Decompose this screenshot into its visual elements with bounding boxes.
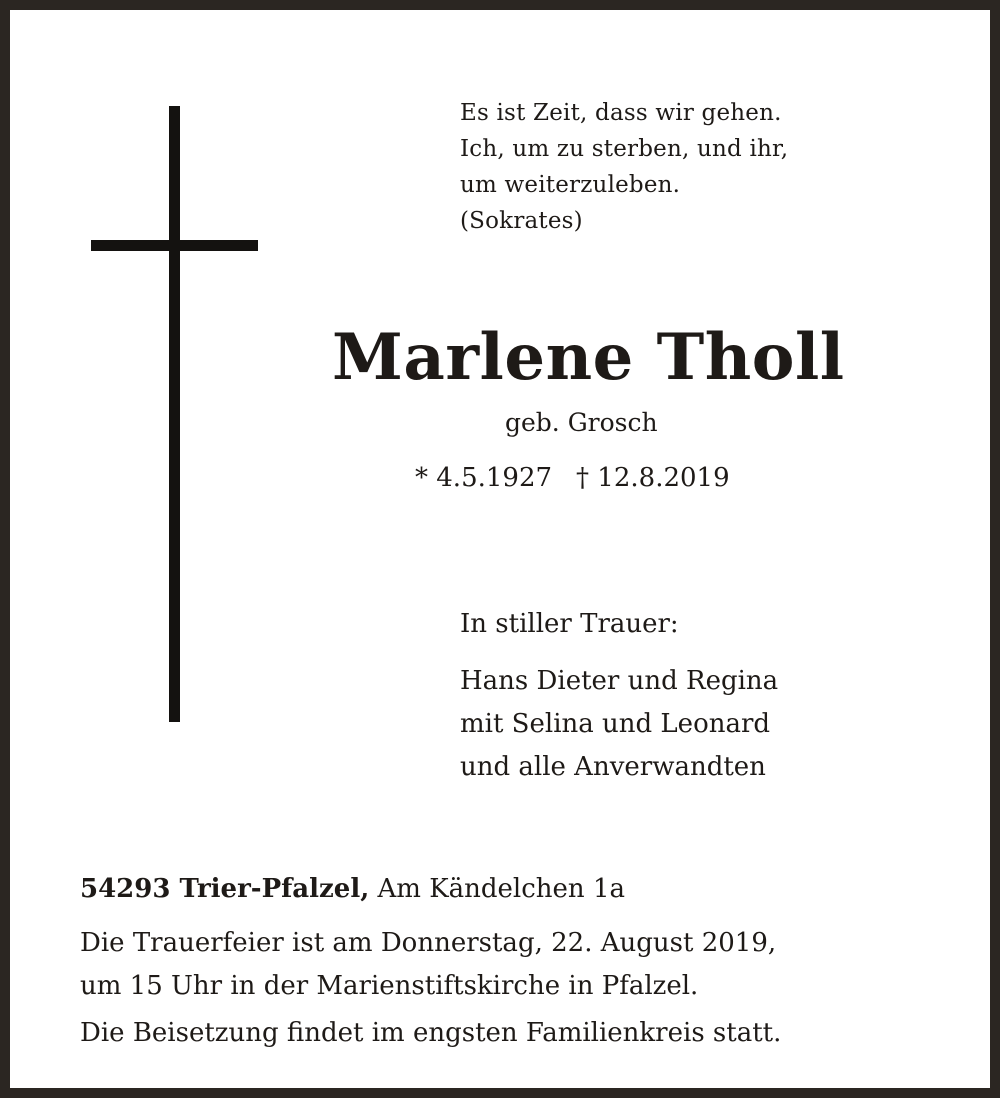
death-date: † 12.8.2019	[576, 463, 730, 493]
mourners-list	[460, 660, 778, 789]
quote-line: um weiterzuleben.	[460, 172, 681, 198]
quote-author: (Sokrates)	[460, 208, 583, 234]
cross-vertical-bar	[169, 106, 180, 722]
maiden-name: geb. Grosch	[505, 408, 658, 437]
quote-block	[460, 95, 788, 239]
service-line: Die Trauerfeier ist am Donnerstag, 22. August 2019,	[80, 928, 777, 958]
deceased-name: Marlene Tholl	[332, 320, 845, 395]
address-line	[80, 868, 625, 910]
quote-line: Ich, um zu sterben, und ihr,	[460, 136, 789, 162]
mourning-heading: In stiller Trauer:	[460, 609, 679, 639]
life-dates	[415, 458, 730, 498]
mourner-line: und alle Anverwandten	[460, 752, 766, 782]
mourner-line: Hans Dieter und Regina	[460, 666, 779, 696]
mourner-line: mit Selina und Leonard	[460, 709, 771, 739]
address-street: Am Kändelchen 1a	[377, 874, 625, 904]
birth-date: * 4.5.1927	[415, 463, 553, 493]
cross-horizontal-bar	[91, 240, 258, 251]
burial-info: Die Beisetzung findet im engsten Familienkreis statt.	[80, 1018, 782, 1048]
funeral-service-info	[80, 922, 776, 1008]
address-place: 54293 Trier-Pfalzel,	[80, 874, 370, 904]
service-line: um 15 Uhr in der Marienstiftskirche in Pfalzel.	[80, 971, 699, 1001]
quote-line: Es ist Zeit, dass wir gehen.	[460, 100, 782, 126]
